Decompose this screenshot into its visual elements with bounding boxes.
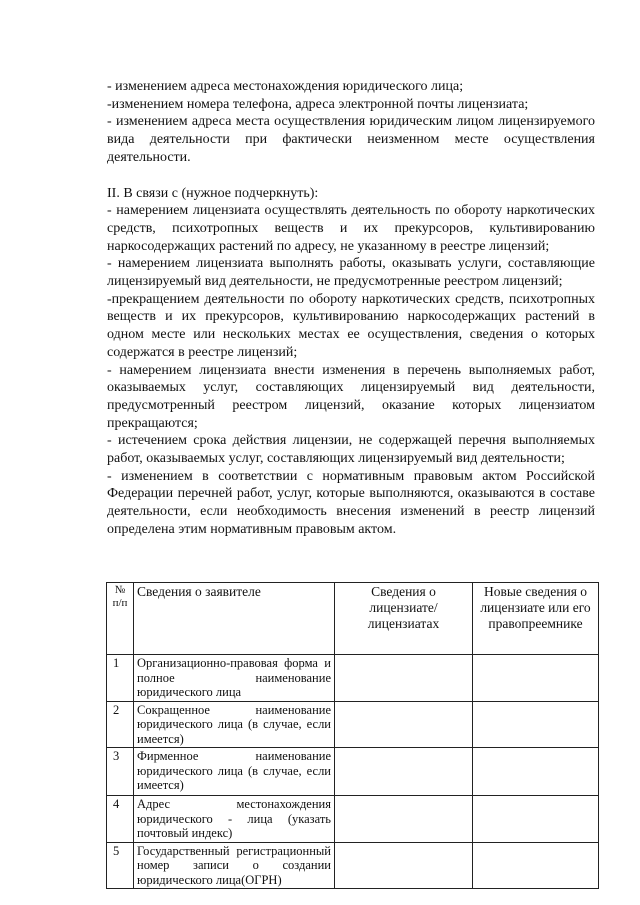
section-2-item: - истечением срока действия лицензии, не содержащей перечня выполняемых работ, оказываемых услуг, составляющих лицензируемый вид деятельности;: [107, 433, 595, 467]
table-row: [107, 796, 599, 843]
licensee-value-cell[interactable]: [335, 655, 473, 702]
header-new-info: Новые сведения о лицензиате или его правопреемнике: [473, 583, 599, 655]
licensee-value-cell[interactable]: [335, 748, 473, 796]
paragraph-gap: [107, 167, 595, 185]
applicant-info-table: [106, 582, 599, 889]
section-2-heading: II. В связи с (нужное подчеркнуть):: [107, 185, 319, 201]
row-label: Государственный регистрационный номер записи о создании юридического лица(ОГРН): [134, 842, 335, 889]
new-info-value-cell[interactable]: [473, 796, 599, 843]
new-info-value-cell[interactable]: [473, 655, 599, 702]
row-num: 3: [107, 748, 134, 796]
row-label: Сокращенное наименование юридического лица (в случае, если имеется): [134, 701, 335, 748]
table-header-row: [107, 583, 599, 655]
section-2-item: - намерением лицензиата осуществлять деятельность по обороту наркотических средств, психотропных веществ и их прекурсоров, культивированию наркосодержащих растений по адресу, не указанному в реестре лицензий;: [107, 203, 595, 254]
licensee-value-cell[interactable]: [335, 842, 473, 889]
row-num: 4: [107, 796, 134, 843]
header-num: № п/п: [107, 583, 134, 655]
paragraph-place-change: - изменением адреса места осуществления юридическим лицом лицензируемого вида деятельности при фактически неизменном месте осуществления деятельности.: [107, 114, 595, 165]
section-2-item: - намерением лицензиата выполнять работы, оказывать услуги, составляющие лицензируемый вид деятельности, не предусмотренные реестром лицензий;: [107, 256, 595, 290]
section-2-item: - намерением лицензиата внести изменения в перечень выполняемых работ, оказываемых услуг, составляющих лицензируемый вид деятельности, предусмотренный реестром лицензий, оказание которых лицензиатом прекращаются;: [107, 362, 595, 431]
licensee-value-cell[interactable]: [335, 701, 473, 748]
section-2-item: -прекращением деятельности по обороту наркотических средств, психотропных веществ и их прекурсоров, культивированию наркосодержащих растений в одном месте или нескольких местах ее осуществления, сведения о которых содержатся в реестре лицензий;: [107, 291, 595, 360]
row-label: Адрес местонахождения юридического - лица (указать почтовый индекс): [134, 796, 335, 843]
new-info-value-cell[interactable]: [473, 701, 599, 748]
document-body: [107, 78, 595, 539]
header-licensee: Сведения о лицензиате/ лицензиатах: [335, 583, 473, 655]
paragraph-address-change: - изменением адреса местонахождения юридического лица;: [107, 79, 464, 94]
table-row: [107, 655, 599, 702]
paragraph-phone-change: -изменением номера телефона, адреса электронной почты лицензиата;: [107, 96, 529, 112]
new-info-value-cell[interactable]: [473, 842, 599, 889]
row-num: 1: [107, 655, 134, 702]
table-row: [107, 748, 599, 796]
row-num: 2: [107, 701, 134, 748]
row-label: Фирменное наименование юридического лица (в случае, если имеется): [134, 748, 335, 796]
section-2-item: - изменением в соответствии с нормативным правовым актом Российской Федерации перечней работ, услуг, которые выполняются, оказываются в составе деятельности, если необходимость внесения изменений в реестр лицензий определена этим нормативным правовым актом.: [107, 468, 595, 537]
licensee-value-cell[interactable]: [335, 796, 473, 843]
table-row: [107, 701, 599, 748]
row-label: Организационно-правовая форма и полное наименование юридического лица: [134, 655, 335, 702]
row-num: 5: [107, 842, 134, 889]
header-applicant: Сведения о заявителе: [134, 583, 335, 655]
new-info-value-cell[interactable]: [473, 748, 599, 796]
table-row: [107, 842, 599, 889]
